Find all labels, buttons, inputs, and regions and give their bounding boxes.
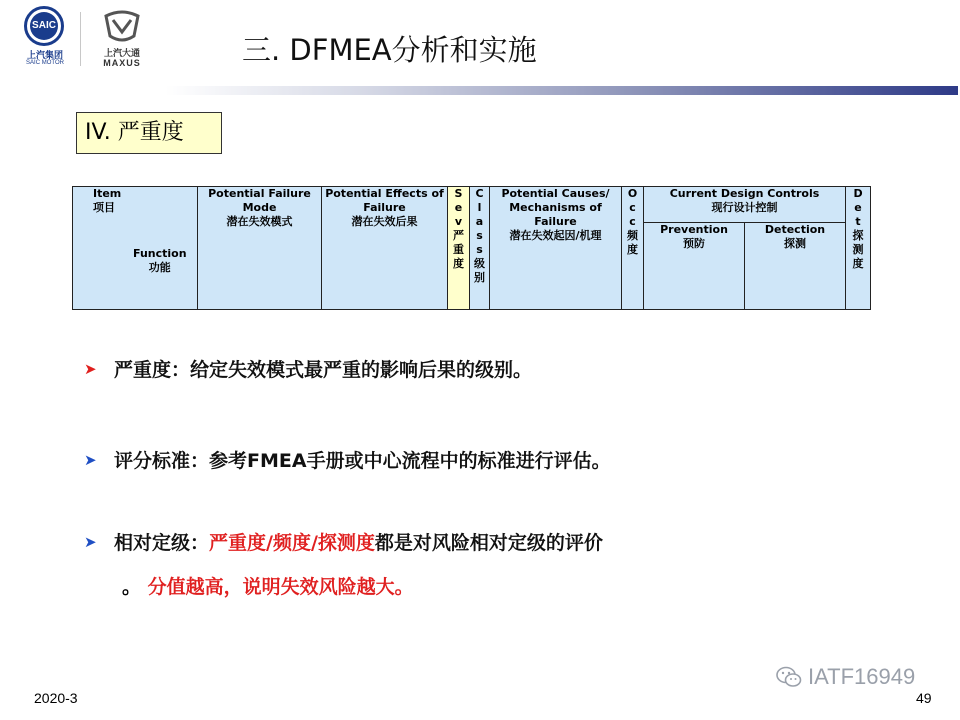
class-letter: a bbox=[475, 215, 484, 228]
saic-logo bbox=[14, 6, 76, 70]
det-cn-char: 探 bbox=[852, 229, 864, 242]
class-letter: s bbox=[476, 229, 483, 242]
class-letter: C bbox=[475, 187, 484, 200]
col-effects bbox=[322, 187, 448, 310]
controls-en: Current Design Controls bbox=[669, 187, 820, 200]
maxus-emblem-icon bbox=[102, 10, 142, 44]
detection-en: Detection bbox=[764, 223, 826, 237]
bullet-rating-criteria bbox=[84, 446, 611, 473]
det-letter: D bbox=[853, 187, 863, 200]
det-cn-char: 度 bbox=[852, 257, 864, 270]
maxus-logo-cn: 上汽大通 bbox=[103, 49, 140, 59]
title-gradient-bar bbox=[165, 86, 958, 95]
col-class bbox=[470, 187, 490, 310]
failure-mode-en: Potential Failure Mode bbox=[208, 187, 311, 214]
sev-cn-char: 严 bbox=[453, 229, 464, 242]
failure-mode-cn: 潜在失效模式 bbox=[226, 215, 293, 228]
causes-cn: 潜在失效起因/机理 bbox=[509, 229, 602, 242]
col-detection-rating bbox=[846, 187, 871, 310]
bullet-text-highlight: 严重度/频度/探测度 bbox=[209, 532, 375, 554]
arrow-bullet-icon: ➤ bbox=[84, 451, 97, 469]
wechat-icon bbox=[776, 666, 802, 688]
prevention-cn: 预防 bbox=[683, 237, 705, 251]
saic-logo-cn: 上汽集团 bbox=[26, 51, 63, 61]
saic-logo-en: SAIC MOTOR bbox=[26, 60, 64, 66]
watermark bbox=[776, 664, 915, 690]
bullet-severity-definition bbox=[84, 355, 532, 382]
effects-en: Potential Effects of Failure bbox=[325, 187, 444, 214]
arrow-bullet-icon: ➤ bbox=[84, 533, 97, 551]
col-item-function bbox=[73, 187, 198, 310]
bullet-relative-rating-continued bbox=[122, 572, 414, 599]
det-cn-char: 测 bbox=[852, 243, 864, 256]
detection-cn: 探测 bbox=[784, 237, 806, 251]
bullet-text-suffix: 都是对风险相对定级的评价 bbox=[374, 532, 603, 554]
causes-en: Potential Causes/ Mechanisms of Failure bbox=[501, 187, 610, 228]
dfmea-header-table bbox=[72, 186, 871, 310]
sev-cn-char: 度 bbox=[453, 257, 464, 270]
col-prevention bbox=[644, 223, 745, 310]
bullet-text: 严重度：给定失效模式最严重的影响后果的级别。 bbox=[114, 359, 533, 381]
effects-cn: 潜在失效后果 bbox=[351, 215, 418, 228]
bullet-text-prefix: 相对定级： bbox=[114, 532, 210, 554]
item-label-en: Item bbox=[93, 187, 122, 200]
bullet-cont-highlight: 分值越高，说明失效风险越大。 bbox=[147, 576, 414, 598]
class-cn-char: 别 bbox=[474, 271, 485, 284]
col-occurrence bbox=[622, 187, 644, 310]
col-severity bbox=[448, 187, 470, 310]
maxus-logo bbox=[88, 10, 156, 70]
class-letter: l bbox=[477, 201, 482, 214]
occ-letter: c bbox=[629, 201, 636, 214]
function-label-en: Function bbox=[133, 247, 187, 260]
watermark-text: IATF16949 bbox=[808, 664, 916, 689]
function-label-cn: 功能 bbox=[148, 261, 171, 274]
logo-divider bbox=[80, 12, 81, 66]
maxus-logo-en: MAXUS bbox=[103, 58, 141, 68]
sev-cn-char: 重 bbox=[453, 243, 464, 256]
sev-letter: S bbox=[454, 187, 463, 200]
occ-letter: O bbox=[627, 187, 638, 200]
class-cn-char: 级 bbox=[474, 257, 485, 270]
bullet-relative-rating bbox=[84, 528, 603, 555]
sev-letter: v bbox=[454, 215, 463, 228]
class-letter: s bbox=[476, 243, 483, 256]
col-causes bbox=[490, 187, 622, 310]
bullet-text: 评分标准：参考FMEA手册或中心流程中的标准进行评估。 bbox=[114, 450, 611, 472]
det-letter: t bbox=[855, 215, 861, 228]
saic-emblem-text: SAIC bbox=[30, 12, 58, 40]
page-number: 49 bbox=[916, 690, 932, 706]
det-letter: e bbox=[854, 201, 862, 214]
occ-cn-char: 频 bbox=[627, 229, 638, 242]
prevention-en: Prevention bbox=[660, 223, 728, 237]
slide-title: 三. DFMEA分析和实施 bbox=[242, 33, 537, 67]
col-detection bbox=[745, 223, 846, 310]
occ-cn-char: 度 bbox=[627, 243, 638, 256]
item-label-cn: 项目 bbox=[93, 201, 115, 214]
footer-date: 2020-3 bbox=[34, 690, 78, 706]
occ-letter: c bbox=[629, 215, 636, 228]
arrow-bullet-icon: ➤ bbox=[84, 360, 97, 378]
col-current-controls bbox=[644, 187, 846, 223]
section-label: IV. 严重度 bbox=[76, 112, 222, 154]
sev-letter: e bbox=[454, 201, 463, 214]
bullet-cont-prefix: 。 bbox=[122, 576, 142, 598]
saic-emblem bbox=[24, 6, 64, 46]
controls-cn: 现行设计控制 bbox=[711, 201, 778, 214]
col-failure-mode bbox=[198, 187, 322, 310]
